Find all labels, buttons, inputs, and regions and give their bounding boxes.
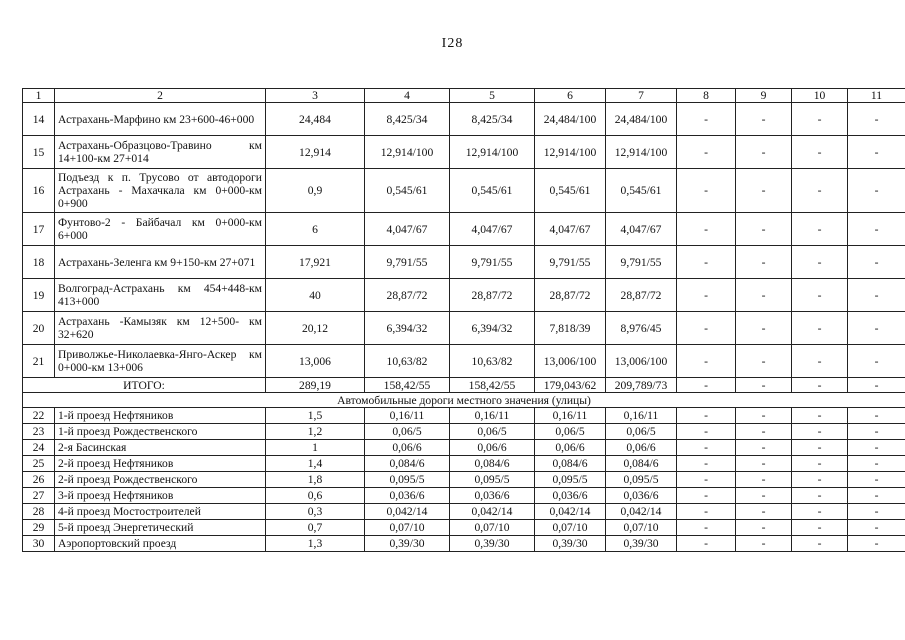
table-cell: 6,394/32	[450, 312, 535, 345]
section-title: Автомобильные дороги местного значения (улицы)	[23, 393, 905, 408]
table-cell: -	[848, 246, 905, 279]
table-cell: 0,39/30	[450, 536, 535, 552]
row-number-cell: 23	[23, 424, 55, 440]
table-cell: 9,791/55	[535, 246, 606, 279]
table-cell: -	[792, 472, 848, 488]
table-cell: 0,06/6	[365, 440, 450, 456]
table-row	[23, 424, 905, 440]
table-cell: 6	[266, 213, 365, 246]
table-cell: -	[792, 440, 848, 456]
table-row	[23, 213, 905, 246]
table-cell: 0,16/11	[606, 408, 677, 424]
table-cell: 289,19	[266, 378, 365, 393]
table-cell: -	[792, 136, 848, 169]
table-cell: -	[677, 488, 736, 504]
table-cell: 0,084/6	[450, 456, 535, 472]
road-name-cell: Приволжье-Николаевка-Янго-Аскер км 0+000-км 13+006	[55, 345, 266, 378]
table-cell: -	[677, 520, 736, 536]
road-name-cell: Астрахань -Камызяк км 12+500- км 32+620	[55, 312, 266, 345]
table-cell: 0,7	[266, 520, 365, 536]
table-cell: -	[848, 520, 905, 536]
table-row	[23, 279, 905, 312]
table-cell: 158,42/55	[450, 378, 535, 393]
table-cell: 0,036/6	[535, 488, 606, 504]
table-cell: -	[677, 440, 736, 456]
table-cell: -	[736, 456, 792, 472]
table-cell: 9,791/55	[606, 246, 677, 279]
table-row	[23, 345, 905, 378]
table-cell: -	[736, 279, 792, 312]
table-cell: 0,042/14	[606, 504, 677, 520]
table-cell: -	[792, 520, 848, 536]
table-cell: -	[792, 246, 848, 279]
road-name-cell: Астрахань-Образцово-Травино км 14+100-км 27+014	[55, 136, 266, 169]
road-name-cell: Астрахань-Зеленга км 9+150-км 27+071	[55, 246, 266, 279]
table-row	[23, 136, 905, 169]
table-cell: -	[677, 169, 736, 213]
table-cell: 0,39/30	[606, 536, 677, 552]
table-cell: 0,06/5	[535, 424, 606, 440]
row-number-cell: 30	[23, 536, 55, 552]
table-cell: -	[792, 103, 848, 136]
table-cell: 28,87/72	[535, 279, 606, 312]
column-number: 11	[848, 89, 905, 103]
column-number: 9	[736, 89, 792, 103]
table-cell: 0,07/10	[365, 520, 450, 536]
road-name-cell: 1-й проезд Рождественского	[55, 424, 266, 440]
table-cell: -	[736, 103, 792, 136]
table-row	[23, 472, 905, 488]
row-number-cell: 14	[23, 103, 55, 136]
table-cell: -	[736, 169, 792, 213]
table-row	[23, 536, 905, 552]
table-cell: 10,63/82	[365, 345, 450, 378]
table-row	[23, 456, 905, 472]
table-cell: 20,12	[266, 312, 365, 345]
table-cell: 1,8	[266, 472, 365, 488]
table-cell: 9,791/55	[450, 246, 535, 279]
table-cell: 0,39/30	[535, 536, 606, 552]
table-cell: -	[677, 378, 736, 393]
table-cell: 0,036/6	[365, 488, 450, 504]
table-row	[23, 312, 905, 345]
row-number-cell: 26	[23, 472, 55, 488]
table-cell: -	[792, 408, 848, 424]
row-number-cell: 15	[23, 136, 55, 169]
table-cell: -	[848, 345, 905, 378]
table-cell: 0,16/11	[535, 408, 606, 424]
table-cell: -	[736, 213, 792, 246]
table-cell: 0,095/5	[450, 472, 535, 488]
table-cell: 13,006/100	[535, 345, 606, 378]
table-cell: 0,084/6	[365, 456, 450, 472]
table-cell: -	[736, 312, 792, 345]
row-number-cell: 27	[23, 488, 55, 504]
table-cell: -	[736, 440, 792, 456]
column-number: 3	[266, 89, 365, 103]
table-cell: 12,914	[266, 136, 365, 169]
column-number: 7	[606, 89, 677, 103]
table-cell: 9,791/55	[365, 246, 450, 279]
road-name-cell: Астрахань-Марфино км 23+600-46+000	[55, 103, 266, 136]
table-row	[23, 488, 905, 504]
table-cell: 0,042/14	[365, 504, 450, 520]
table-cell: -	[848, 408, 905, 424]
table-cell: 0,16/11	[450, 408, 535, 424]
table-cell: 0,3	[266, 504, 365, 520]
table-cell: -	[677, 424, 736, 440]
table-cell: -	[736, 378, 792, 393]
table-row	[23, 169, 905, 213]
row-number-cell: 29	[23, 520, 55, 536]
column-number: 2	[55, 89, 266, 103]
table-cell: -	[736, 246, 792, 279]
table-cell: 17,921	[266, 246, 365, 279]
table-cell: -	[736, 136, 792, 169]
table-cell: -	[792, 536, 848, 552]
road-name-cell: 3-й проезд Нефтяников	[55, 488, 266, 504]
column-number: 8	[677, 89, 736, 103]
table-cell: -	[848, 440, 905, 456]
table-cell: -	[848, 213, 905, 246]
column-number-row	[23, 89, 905, 103]
table-cell: -	[848, 279, 905, 312]
table-cell: -	[848, 472, 905, 488]
section-header-row	[23, 393, 905, 408]
table-cell: 6,394/32	[365, 312, 450, 345]
column-number: 5	[450, 89, 535, 103]
table-cell: -	[677, 279, 736, 312]
table-cell: -	[792, 345, 848, 378]
table-cell: 28,87/72	[606, 279, 677, 312]
table-cell: -	[677, 456, 736, 472]
table-cell: 0,07/10	[606, 520, 677, 536]
table-cell: -	[677, 246, 736, 279]
table-cell: 1,3	[266, 536, 365, 552]
table-cell: -	[848, 103, 905, 136]
table-cell: -	[677, 504, 736, 520]
road-name-cell: Волгоград-Астрахань км 454+448-км 413+000	[55, 279, 266, 312]
road-name-cell: Фунтово-2 - Байбачал км 0+000-км 6+000	[55, 213, 266, 246]
road-name-cell: Аэропортовский проезд	[55, 536, 266, 552]
table-cell: -	[848, 136, 905, 169]
table-cell: 24,484/100	[535, 103, 606, 136]
table-cell: -	[677, 103, 736, 136]
table-cell: -	[677, 408, 736, 424]
table-cell: 1	[266, 440, 365, 456]
row-number-cell: 17	[23, 213, 55, 246]
table-cell: 12,914/100	[535, 136, 606, 169]
road-name-cell: 1-й проезд Нефтяников	[55, 408, 266, 424]
table-cell: -	[792, 378, 848, 393]
table-cell: 0,095/5	[606, 472, 677, 488]
table-cell: 179,043/62	[535, 378, 606, 393]
table-cell: -	[848, 504, 905, 520]
table-cell: -	[792, 312, 848, 345]
table-cell: 0,042/14	[450, 504, 535, 520]
table-cell: 0,545/61	[365, 169, 450, 213]
table-cell: -	[848, 312, 905, 345]
table-cell: -	[736, 536, 792, 552]
table-row	[23, 408, 905, 424]
table-cell: 0,06/5	[365, 424, 450, 440]
road-name-cell: 5-й проезд Энергетический	[55, 520, 266, 536]
total-label: ИТОГО:	[23, 378, 266, 393]
table-cell: -	[848, 536, 905, 552]
table-cell: 0,084/6	[535, 456, 606, 472]
table-cell: 13,006	[266, 345, 365, 378]
table-cell: -	[677, 536, 736, 552]
row-number-cell: 16	[23, 169, 55, 213]
table-row	[23, 504, 905, 520]
table-cell: 12,914/100	[606, 136, 677, 169]
table-cell: 0,39/30	[365, 536, 450, 552]
table-cell: 0,07/10	[450, 520, 535, 536]
roads-table	[22, 88, 905, 552]
table-cell: 40	[266, 279, 365, 312]
table-cell: -	[848, 378, 905, 393]
row-number-cell: 19	[23, 279, 55, 312]
column-number: 1	[23, 89, 55, 103]
table-cell: 158,42/55	[365, 378, 450, 393]
table-cell: -	[677, 213, 736, 246]
column-number: 4	[365, 89, 450, 103]
total-row	[23, 378, 905, 393]
table-cell: -	[792, 488, 848, 504]
table-cell: -	[677, 472, 736, 488]
table-cell: 0,095/5	[535, 472, 606, 488]
table-cell: 209,789/73	[606, 378, 677, 393]
table-row	[23, 103, 905, 136]
table-row	[23, 520, 905, 536]
table-cell: 8,425/34	[365, 103, 450, 136]
table-cell: 24,484/100	[606, 103, 677, 136]
table-cell: 13,006/100	[606, 345, 677, 378]
table-cell: 28,87/72	[365, 279, 450, 312]
road-name-cell: 2-й проезд Нефтяников	[55, 456, 266, 472]
table-cell: 0,6	[266, 488, 365, 504]
page-number: I28	[441, 36, 464, 51]
table-cell: -	[848, 456, 905, 472]
road-name-cell: 4-й проезд Мостостроителей	[55, 504, 266, 520]
row-number-cell: 20	[23, 312, 55, 345]
table-row	[23, 440, 905, 456]
row-number-cell: 25	[23, 456, 55, 472]
table-cell: 28,87/72	[450, 279, 535, 312]
table-cell: 4,047/67	[365, 213, 450, 246]
road-name-cell: 2-й проезд Рождественского	[55, 472, 266, 488]
table-cell: 1,5	[266, 408, 365, 424]
table-cell: -	[792, 279, 848, 312]
table-row	[23, 246, 905, 279]
table-cell: 4,047/67	[450, 213, 535, 246]
table-cell: 0,06/5	[606, 424, 677, 440]
table-cell: 0,084/6	[606, 456, 677, 472]
table-cell: -	[736, 424, 792, 440]
table-cell: 0,036/6	[606, 488, 677, 504]
table-cell: 10,63/82	[450, 345, 535, 378]
table-cell: -	[736, 488, 792, 504]
table-cell: 4,047/67	[606, 213, 677, 246]
road-name-cell: 2-я Басинская	[55, 440, 266, 456]
table-cell: 8,976/45	[606, 312, 677, 345]
row-number-cell: 21	[23, 345, 55, 378]
table-cell: 0,06/6	[606, 440, 677, 456]
row-number-cell: 18	[23, 246, 55, 279]
table-cell: 0,16/11	[365, 408, 450, 424]
table-cell: -	[677, 136, 736, 169]
table-cell: 12,914/100	[365, 136, 450, 169]
table-cell: 0,545/61	[606, 169, 677, 213]
table-cell: 0,07/10	[535, 520, 606, 536]
table-cell: -	[736, 504, 792, 520]
table-cell: 0,9	[266, 169, 365, 213]
table-cell: 1,2	[266, 424, 365, 440]
table-cell: 0,06/6	[535, 440, 606, 456]
table-cell: -	[792, 456, 848, 472]
table-cell: -	[848, 424, 905, 440]
table-cell: 12,914/100	[450, 136, 535, 169]
road-name-cell: Подъезд к п. Трусово от автодороги Астрахань - Махачкала км 0+000-км 0+900	[55, 169, 266, 213]
row-number-cell: 28	[23, 504, 55, 520]
table-cell: 24,484	[266, 103, 365, 136]
table-cell: -	[848, 488, 905, 504]
table-cell: -	[792, 213, 848, 246]
table-cell: 1,4	[266, 456, 365, 472]
table-cell: 8,425/34	[450, 103, 535, 136]
table-cell: 0,036/6	[450, 488, 535, 504]
table-cell: 0,06/6	[450, 440, 535, 456]
table-cell: -	[677, 345, 736, 378]
row-number-cell: 22	[23, 408, 55, 424]
table-cell: -	[848, 169, 905, 213]
table-cell: -	[736, 520, 792, 536]
table-cell: 0,545/61	[535, 169, 606, 213]
table-cell: 7,818/39	[535, 312, 606, 345]
table-cell: -	[736, 472, 792, 488]
table-cell: -	[792, 504, 848, 520]
column-number: 6	[535, 89, 606, 103]
table-cell: -	[677, 312, 736, 345]
table-cell: 4,047/67	[535, 213, 606, 246]
table-cell: 0,095/5	[365, 472, 450, 488]
row-number-cell: 24	[23, 440, 55, 456]
table-cell: -	[792, 424, 848, 440]
column-number: 10	[792, 89, 848, 103]
table-cell: 0,042/14	[535, 504, 606, 520]
table-cell: -	[736, 345, 792, 378]
table-cell: 0,06/5	[450, 424, 535, 440]
table-cell: 0,545/61	[450, 169, 535, 213]
table-cell: -	[792, 169, 848, 213]
table-cell: -	[736, 408, 792, 424]
